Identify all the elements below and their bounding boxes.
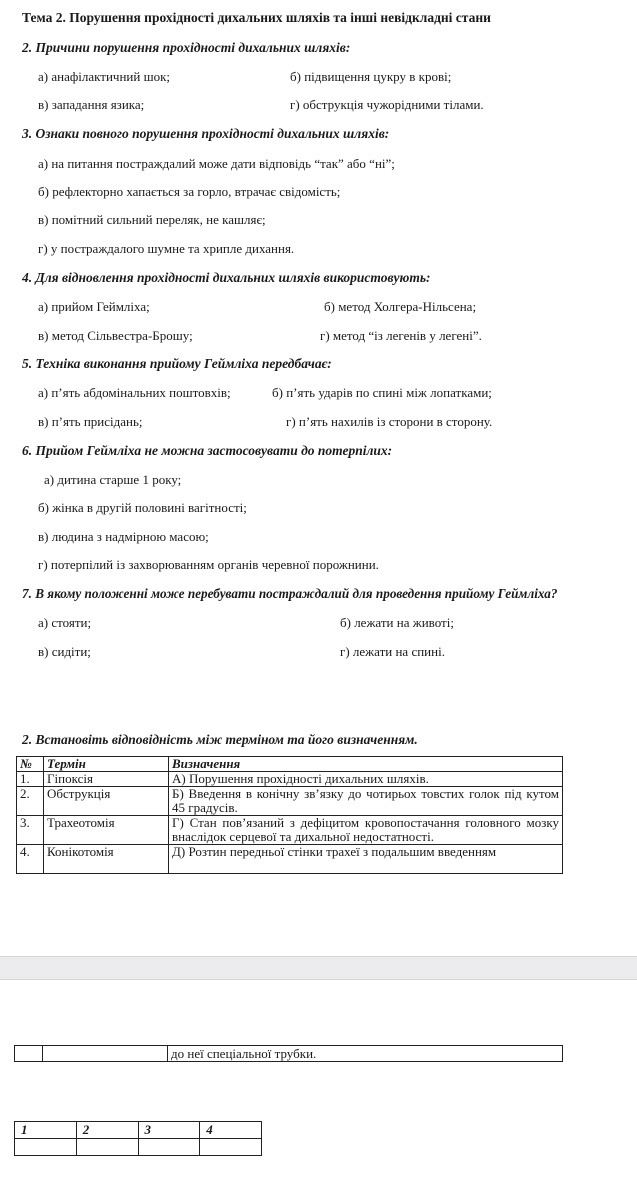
option: в) людина з надмірною масою; xyxy=(38,529,209,544)
option: г) потерпілий із захворюванням органів черевної порожнини. xyxy=(38,557,379,572)
option: б) метод Холгера-Нільсена; xyxy=(324,299,477,314)
option: в) метод Сільвестра-Брошу; xyxy=(38,328,193,343)
answer-cell-2[interactable] xyxy=(76,1139,138,1156)
row-number: 1. xyxy=(17,772,44,787)
option: б) рефлекторно хапається за горло, втрачає свідомість; xyxy=(38,184,341,199)
option: б) жінка в другій половині вагітності; xyxy=(38,500,247,515)
row-definition: А) Порушення прохідності дихальних шляхів. xyxy=(169,772,563,787)
row-term: Конікотомія xyxy=(44,845,169,874)
answer-table xyxy=(14,1121,262,1156)
answer-col-1: 1 xyxy=(15,1122,77,1139)
option: б) лежати на животі; xyxy=(340,615,454,630)
option: г) метод “із легенів у легені”. xyxy=(320,328,482,343)
table-header-row xyxy=(17,757,563,772)
question-3: 3. Ознаки повного порушення прохідності дихальних шляхів: xyxy=(22,126,390,141)
answer-col-3: 3 xyxy=(138,1122,200,1139)
table-row xyxy=(15,1046,563,1062)
row-term: Трахеотомія xyxy=(44,816,169,845)
option: а) п’ять абдомінальних поштовхів; xyxy=(38,385,231,400)
option: б) підвищення цукру в крові; xyxy=(290,69,452,84)
answer-input-row xyxy=(15,1139,262,1156)
option: а) прийом Геймліха; xyxy=(38,299,150,314)
answer-cell-3[interactable] xyxy=(138,1139,200,1156)
row-definition: Б) Введення в конічну зв’язку до чотирьох товстих голок під кутом 45 градусів. xyxy=(169,787,563,816)
option: а) на питання постраждалий може дати відповідь “так” або “ні”; xyxy=(38,156,395,171)
option: в) помітний сильний переляк, не кашляє; xyxy=(38,212,266,227)
option: в) сидіти; xyxy=(38,644,91,659)
table-row xyxy=(17,772,563,787)
question-5: 5. Техніка виконання прийому Геймліха передбачає: xyxy=(22,356,332,371)
answer-cell-1[interactable] xyxy=(15,1139,77,1156)
row-number: 4. xyxy=(17,845,44,874)
option: г) у постраждалого шумне та хрипле дихання. xyxy=(38,241,295,256)
table-row xyxy=(17,787,563,816)
row-definition: Г) Стан пов’язаний з дефіцитом кровопостачання головного мозку внаслідок серцевої та дихальної недостатності. xyxy=(169,816,563,845)
row-term: Обструкція xyxy=(44,787,169,816)
question-4: 4. Для відновлення прохідності дихальних шляхів використовують: xyxy=(22,270,431,285)
row-number: 2. xyxy=(17,787,44,816)
option: г) обструкція чужорідними тілами. xyxy=(290,97,484,112)
option: в) п’ять присідань; xyxy=(38,414,143,429)
option: а) анафілактичний шок; xyxy=(38,69,171,84)
question-6: 6. Прийом Геймліха не можна застосовувати до потерпілих: xyxy=(22,443,393,458)
option: в) западання язика; xyxy=(38,97,145,112)
option: б) п’ять ударів по спині між лопатками; xyxy=(272,385,492,400)
option: а) стояти; xyxy=(38,615,92,630)
option: г) лежати на спині. xyxy=(340,644,445,659)
page-title: Тема 2. Порушення прохідності дихальних шляхів та інші невідкладні стани xyxy=(22,10,491,25)
matching-title: 2. Встановіть відповідність між терміном та його визначенням. xyxy=(22,732,418,747)
table-row xyxy=(17,845,563,874)
question-2: 2. Причини порушення прохідності дихальних шляхів: xyxy=(22,40,351,55)
page-break xyxy=(0,956,637,980)
table-row xyxy=(17,816,563,845)
option: г) п’ять нахилів із сторони в сторону. xyxy=(286,414,493,429)
matching-table xyxy=(16,756,563,874)
row-term: Гіпоксія xyxy=(44,772,169,787)
matching-table-continuation xyxy=(14,1045,563,1062)
row-definition-continuation: до неї спеціальної трубки. xyxy=(168,1046,563,1062)
option: а) дитина старше 1 року; xyxy=(44,472,182,487)
row-number: 3. xyxy=(17,816,44,845)
question-7: 7. В якому положенні може перебувати постраждалий для проведення прийому Геймліха? xyxy=(22,586,558,601)
header-definition: Визначення xyxy=(169,757,563,772)
row-definition: Д) Розтин передньої стінки трахеї з подальшим введенням xyxy=(169,845,563,874)
answer-col-2: 2 xyxy=(76,1122,138,1139)
header-term: Термін xyxy=(44,757,169,772)
header-number: № xyxy=(17,757,44,772)
answer-header-row xyxy=(15,1122,262,1139)
answer-col-4: 4 xyxy=(200,1122,262,1139)
answer-cell-4[interactable] xyxy=(200,1139,262,1156)
